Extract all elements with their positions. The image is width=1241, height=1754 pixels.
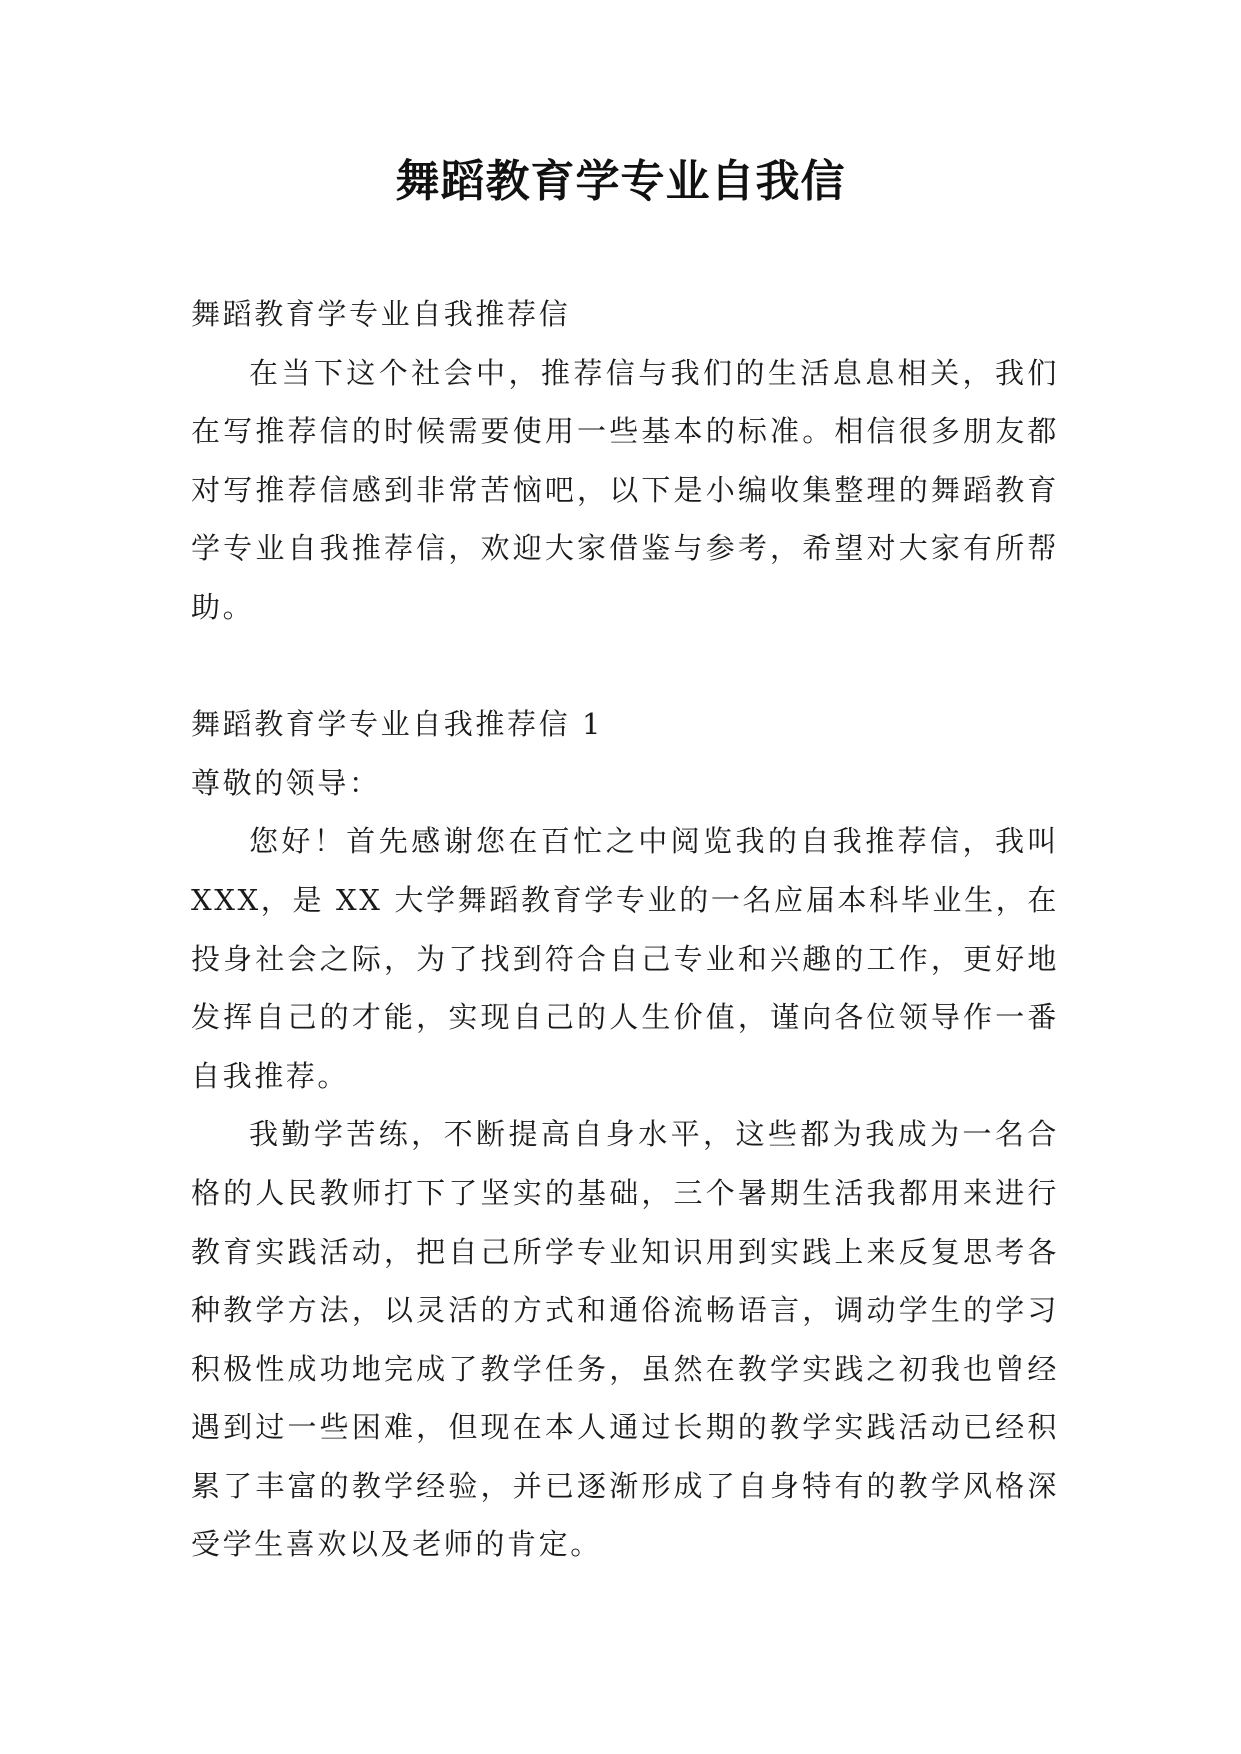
body-paragraph: 我勤学苦练，不断提高自身水平，这些都为我成为一名合格的人民教师打下了坚实的基础，三个暑期生活我都用来进行教育实践活动，把自己所学专业知识用到实践上来反复思考各种教学方法，以灵活的方式和通俗流畅语言，调动学生的学习积极性成功地完成了教学任务，虽然在教学实践之初我也曾经遇到过一些困难，但现在本人通过长期的教学实践活动已经积累了丰富的教学经验，并已逐渐形成了自身特有的教学风格深受学生喜欢以及老师的肯定。 xyxy=(191,1117,1059,1562)
document-title: 舞蹈教育学专业自我信 xyxy=(395,156,846,207)
document-body xyxy=(191,285,1059,1574)
section-heading: 舞蹈教育学专业自我推荐信 1 xyxy=(191,707,604,742)
subtitle: 舞蹈教育学专业自我推荐信 xyxy=(191,297,571,331)
intro-paragraph: 在当下这个社会中，推荐信与我们的生活息息相关，我们在写推荐信的时候需要使用一些基本的标准。相信很多朋友都对写推荐信感到非常苦恼吧，以下是小编收集整理的舞蹈教育学专业自我推荐信，欢迎大家借鉴与参考，希望对大家有所帮助。 xyxy=(191,355,1059,624)
body-paragraph: 您好！首先感谢您在百忙之中阅览我的自我推荐信，我叫 XXX，是 XX 大学舞蹈教育学专业的一名应届本科毕业生，在投身社会之际，为了找到符合自己专业和兴趣的工作，更好地发挥自己的才能，实现自己的人生价值，谨向各位领导作一番自我推荐。 xyxy=(191,824,1059,1093)
paragraph-gap xyxy=(191,637,1059,696)
salutation: 尊敬的领导： xyxy=(191,765,381,800)
